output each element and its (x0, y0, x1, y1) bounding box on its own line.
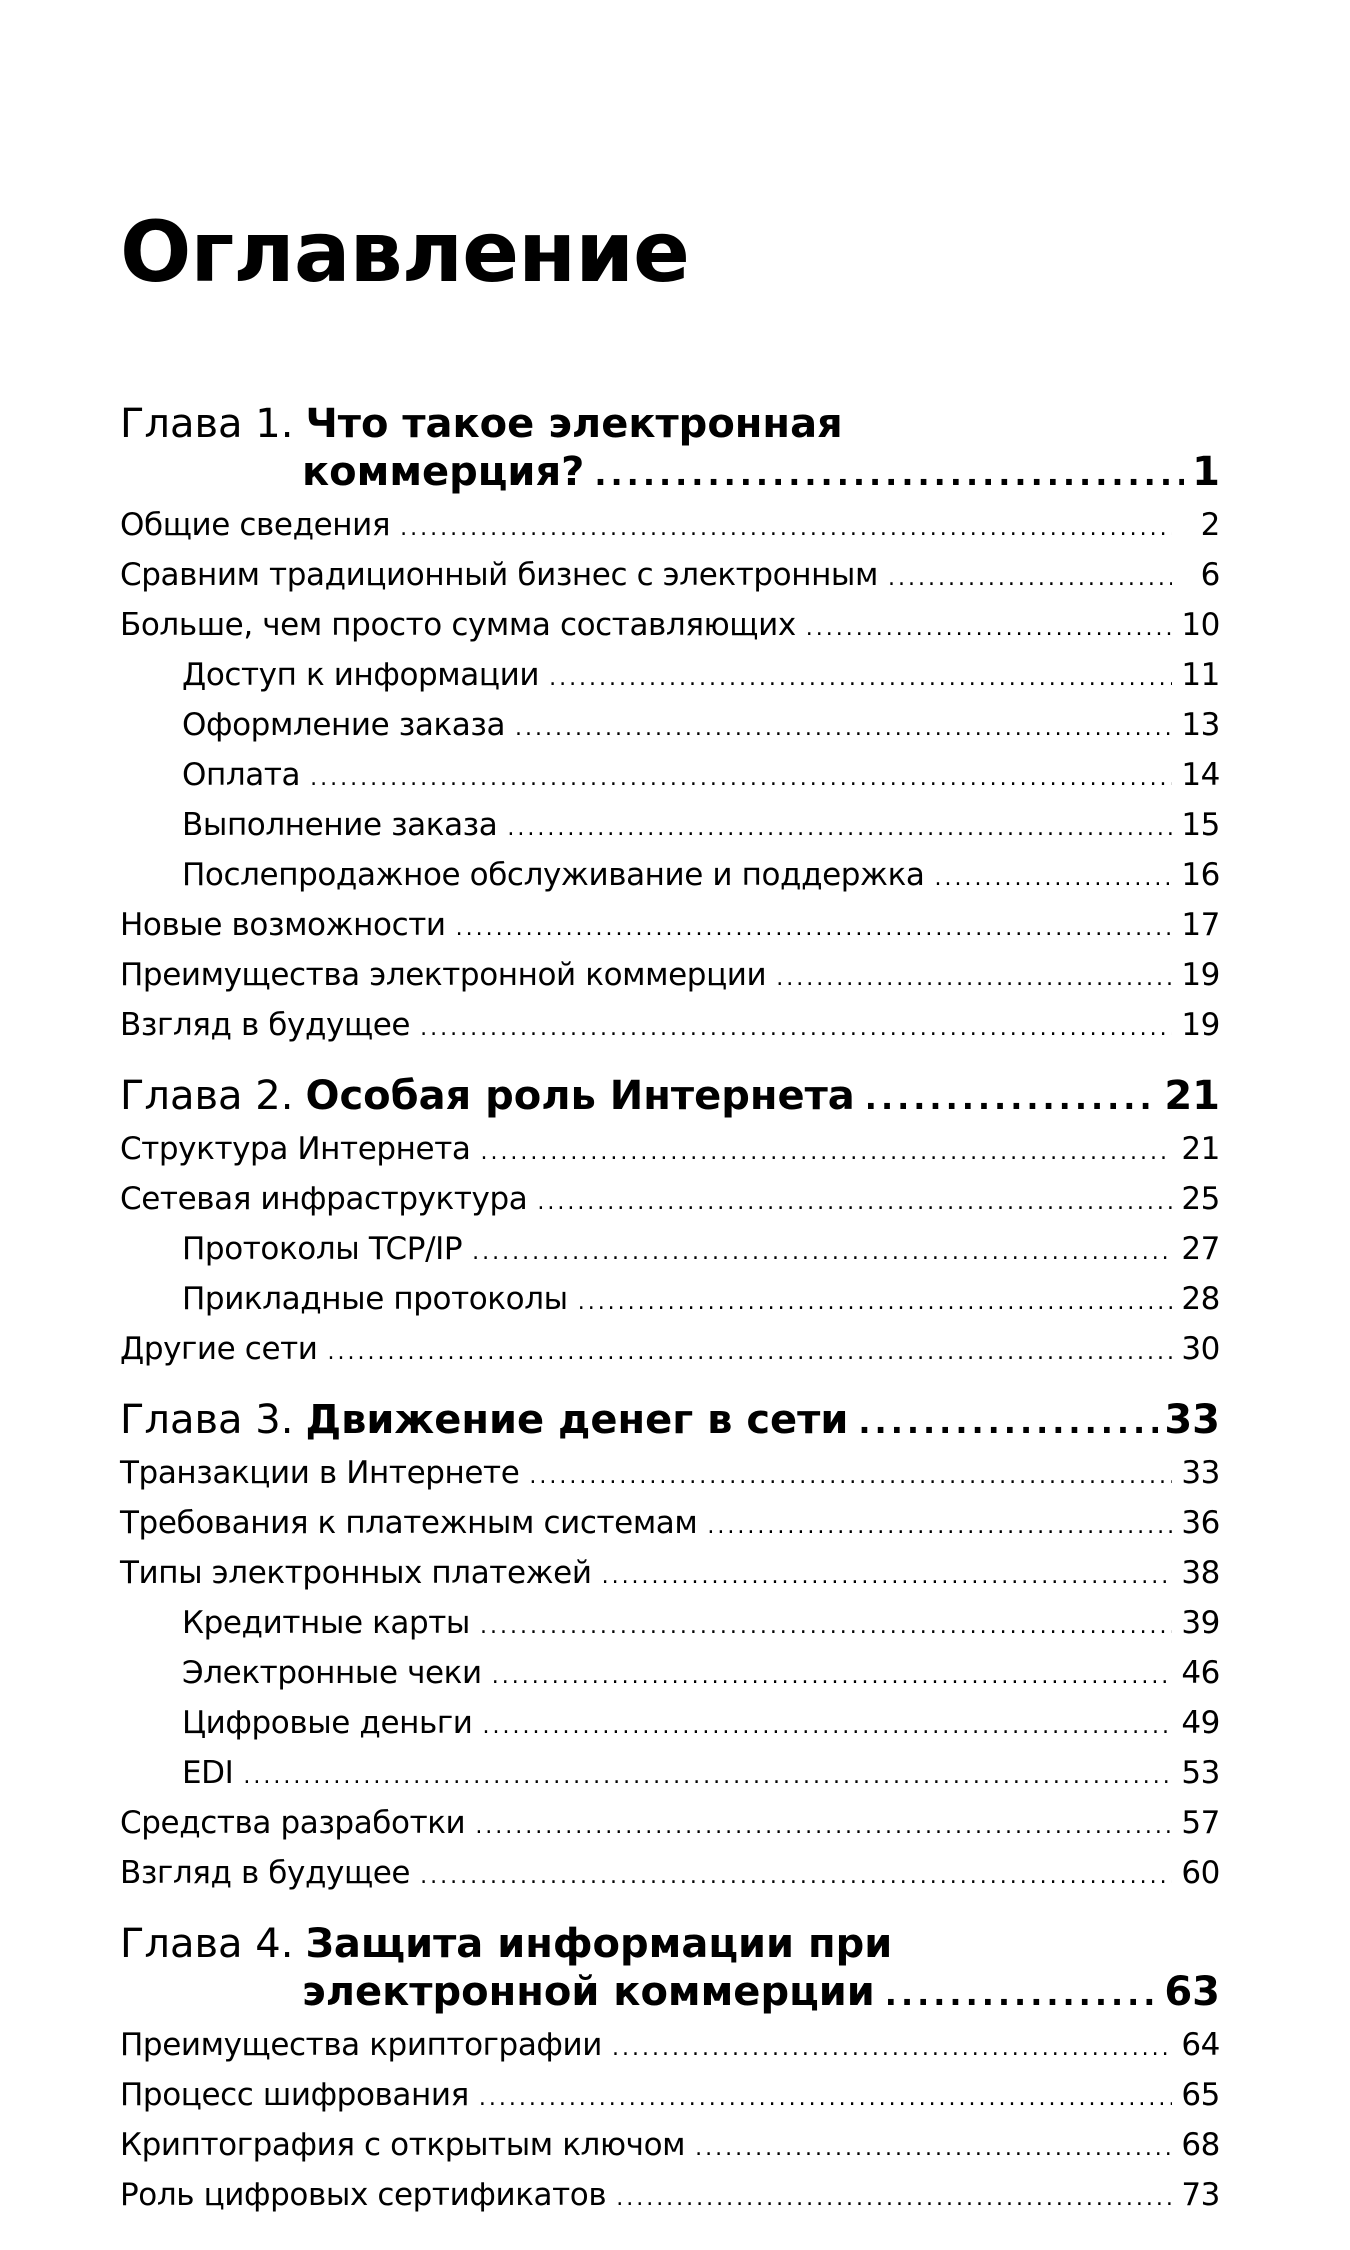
entry-page-number: 16 (1181, 857, 1220, 893)
entry-label: Другие сети (120, 1331, 318, 1367)
entry-page-number: 19 (1181, 957, 1220, 993)
chapter-heading[interactable] (120, 1072, 1220, 1122)
entry-page-number: 14 (1181, 757, 1220, 793)
chapter-heading[interactable] (120, 400, 1220, 498)
chapter-3 (120, 1396, 1220, 1900)
toc-subentry[interactable] (120, 752, 1220, 802)
entry-page-number: 38 (1181, 1555, 1220, 1591)
dot-leader (602, 1554, 1172, 1600)
chapter-title: Защита информации при (305, 1921, 893, 1967)
toc-entry[interactable] (120, 2122, 1220, 2172)
entry-page-number: 64 (1181, 2027, 1220, 2063)
entry-label: Оплата (182, 757, 301, 793)
dot-leader (492, 1654, 1172, 1700)
toc-entry[interactable] (120, 2072, 1220, 2122)
chapter-number: Глава 2. (120, 1073, 294, 1119)
entry-label: Общие сведения (120, 507, 391, 543)
dot-leader (885, 1970, 1159, 2018)
toc-entry[interactable] (120, 1326, 1220, 1376)
dot-leader (707, 1504, 1172, 1550)
toc-subentry[interactable] (120, 1276, 1220, 1326)
entry-label: Сетевая инфраструктура (120, 1181, 528, 1217)
chapter-heading[interactable] (120, 1396, 1220, 1446)
toc-entry[interactable] (120, 1126, 1220, 1176)
page-title: Оглавление (120, 203, 690, 301)
entry-label: Взгляд в будущее (120, 1007, 411, 1043)
dot-leader (310, 756, 1172, 802)
entry-page-number: 68 (1181, 2127, 1220, 2163)
entry-page-number: 33 (1181, 1455, 1220, 1491)
chapter-2 (120, 1072, 1220, 1376)
entry-page-number: 39 (1181, 1605, 1220, 1641)
entry-page-number: 17 (1181, 907, 1220, 943)
entry-label: EDI (182, 1755, 234, 1791)
chapter-title-continued: электронной коммерции (302, 1969, 875, 2015)
toc-subentry[interactable] (120, 1600, 1220, 1650)
entry-page-number: 25 (1181, 1181, 1220, 1217)
toc-entry[interactable] (120, 1800, 1220, 1850)
dot-leader (480, 1130, 1172, 1176)
entry-page-number: 49 (1181, 1705, 1220, 1741)
dot-leader (456, 906, 1172, 952)
entry-label: Роль цифровых сертификатов (120, 2177, 607, 2213)
entry-page-number: 36 (1181, 1505, 1220, 1541)
entry-label: Требования к платежным системам (120, 1505, 698, 1541)
entry-label: Послепродажное обслуживание и поддержка (182, 857, 925, 893)
dot-leader (529, 1454, 1172, 1500)
dot-leader (549, 656, 1172, 702)
entry-page-number: 19 (1181, 1007, 1220, 1043)
entry-label: Цифровые деньги (182, 1705, 473, 1741)
toc-entry[interactable] (120, 1002, 1220, 1052)
dot-leader (616, 2176, 1172, 2222)
entry-page-number: 27 (1181, 1231, 1220, 1267)
chapter-page-number: 63 (1164, 1969, 1220, 2015)
chapter-1 (120, 400, 1220, 1052)
chapter-title-continued: коммерция? (302, 449, 585, 495)
chapter-title: Движение денег в сети (305, 1397, 849, 1443)
entry-label: Больше, чем просто сумма составляющих (120, 607, 796, 643)
entry-label: Кредитные карты (182, 1605, 471, 1641)
entry-label: Новые возможности (120, 907, 446, 943)
dot-leader (483, 1704, 1172, 1750)
entry-label: Транзакции в Интернете (120, 1455, 520, 1491)
entry-page-number: 46 (1181, 1655, 1220, 1691)
entry-page-number: 28 (1181, 1281, 1220, 1317)
entry-page-number: 21 (1181, 1131, 1220, 1167)
dot-leader (507, 806, 1172, 852)
dot-leader (515, 706, 1172, 752)
entry-label: Преимущества электронной коммерции (120, 957, 767, 993)
dot-leader (400, 506, 1172, 552)
entry-label: Протоколы TCP/IP (182, 1231, 463, 1267)
toc-entry[interactable] (120, 1500, 1220, 1550)
entry-label: Прикладные протоколы (182, 1281, 568, 1317)
dot-leader (243, 1754, 1172, 1800)
dot-leader (865, 1074, 1159, 1122)
toc-entry[interactable] (120, 1850, 1220, 1900)
dot-leader (420, 1854, 1172, 1900)
dot-leader (594, 450, 1184, 498)
entry-label: Доступ к информации (182, 657, 540, 693)
chapter-4 (120, 1920, 1220, 2222)
entry-label: Оформление заказа (182, 707, 506, 743)
table-of-contents (120, 400, 1220, 2222)
chapter-page-number: 1 (1192, 449, 1220, 495)
toc-subentry[interactable] (120, 702, 1220, 752)
entry-page-number: 13 (1181, 707, 1220, 743)
entry-label: Преимущества криптографии (120, 2027, 603, 2063)
entry-label: Структура Интернета (120, 1131, 471, 1167)
entry-page-number: 60 (1181, 1855, 1220, 1891)
toc-subentry[interactable] (120, 802, 1220, 852)
toc-entry[interactable] (120, 1176, 1220, 1226)
dot-leader (420, 1006, 1172, 1052)
dot-leader (328, 1330, 1172, 1376)
entry-page-number: 15 (1181, 807, 1220, 843)
chapter-heading[interactable] (120, 1920, 1220, 2018)
chapter-number: Глава 4. (120, 1921, 294, 1967)
chapter-number: Глава 3. (120, 1397, 294, 1443)
toc-entry[interactable] (120, 902, 1220, 952)
chapter-number: Глава 1. (120, 401, 294, 447)
entry-label: Средства разработки (120, 1805, 466, 1841)
entry-page-number: 57 (1181, 1805, 1220, 1841)
dot-leader (858, 1398, 1158, 1446)
toc-entry[interactable] (120, 2022, 1220, 2072)
dot-leader (537, 1180, 1172, 1226)
chapter-page-number: 21 (1164, 1073, 1220, 1119)
entry-label: Типы электронных платежей (120, 1555, 592, 1591)
entry-label: Выполнение заказа (182, 807, 498, 843)
dot-leader (888, 556, 1172, 602)
dot-leader (695, 2126, 1172, 2172)
toc-entry[interactable] (120, 602, 1220, 652)
toc-entry[interactable] (120, 952, 1220, 1002)
toc-entry[interactable] (120, 552, 1220, 602)
dot-leader (578, 1280, 1172, 1326)
dot-leader (475, 1804, 1172, 1850)
dot-leader (612, 2026, 1172, 2072)
dot-leader (472, 1230, 1172, 1276)
entry-label: Взгляд в будущее (120, 1855, 411, 1891)
dot-leader (479, 2076, 1172, 2122)
toc-entry[interactable] (120, 1450, 1220, 1500)
entry-page-number: 65 (1181, 2077, 1220, 2113)
toc-subentry[interactable] (120, 1650, 1220, 1700)
dot-leader (806, 606, 1172, 652)
entry-page-number: 53 (1181, 1755, 1220, 1791)
entry-label: Процесс шифрования (120, 2077, 469, 2113)
entry-page-number: 6 (1200, 557, 1220, 593)
toc-subentry[interactable] (120, 852, 1220, 902)
entry-page-number: 11 (1181, 657, 1220, 693)
entry-label: Сравним традиционный бизнес с электронным (120, 557, 878, 593)
dot-leader (776, 956, 1172, 1002)
toc-subentry[interactable] (120, 1750, 1220, 1800)
chapter-page-number: 33 (1164, 1397, 1220, 1443)
toc-entry[interactable] (120, 502, 1220, 552)
entry-label: Электронные чеки (182, 1655, 482, 1691)
entry-page-number: 30 (1181, 1331, 1220, 1367)
entry-page-number: 10 (1181, 607, 1220, 643)
toc-subentry[interactable] (120, 1700, 1220, 1750)
entry-page-number: 2 (1200, 507, 1220, 543)
toc-subentry[interactable] (120, 652, 1220, 702)
chapter-title: Особая роль Интернета (305, 1073, 855, 1119)
toc-entry[interactable] (120, 2172, 1220, 2222)
dot-leader (480, 1604, 1172, 1650)
chapter-title: Что такое электронная (305, 401, 843, 447)
entry-page-number: 73 (1181, 2177, 1220, 2213)
toc-entry[interactable] (120, 1550, 1220, 1600)
entry-label: Криптография с открытым ключом (120, 2127, 686, 2163)
dot-leader (935, 856, 1172, 902)
toc-subentry[interactable] (120, 1226, 1220, 1276)
